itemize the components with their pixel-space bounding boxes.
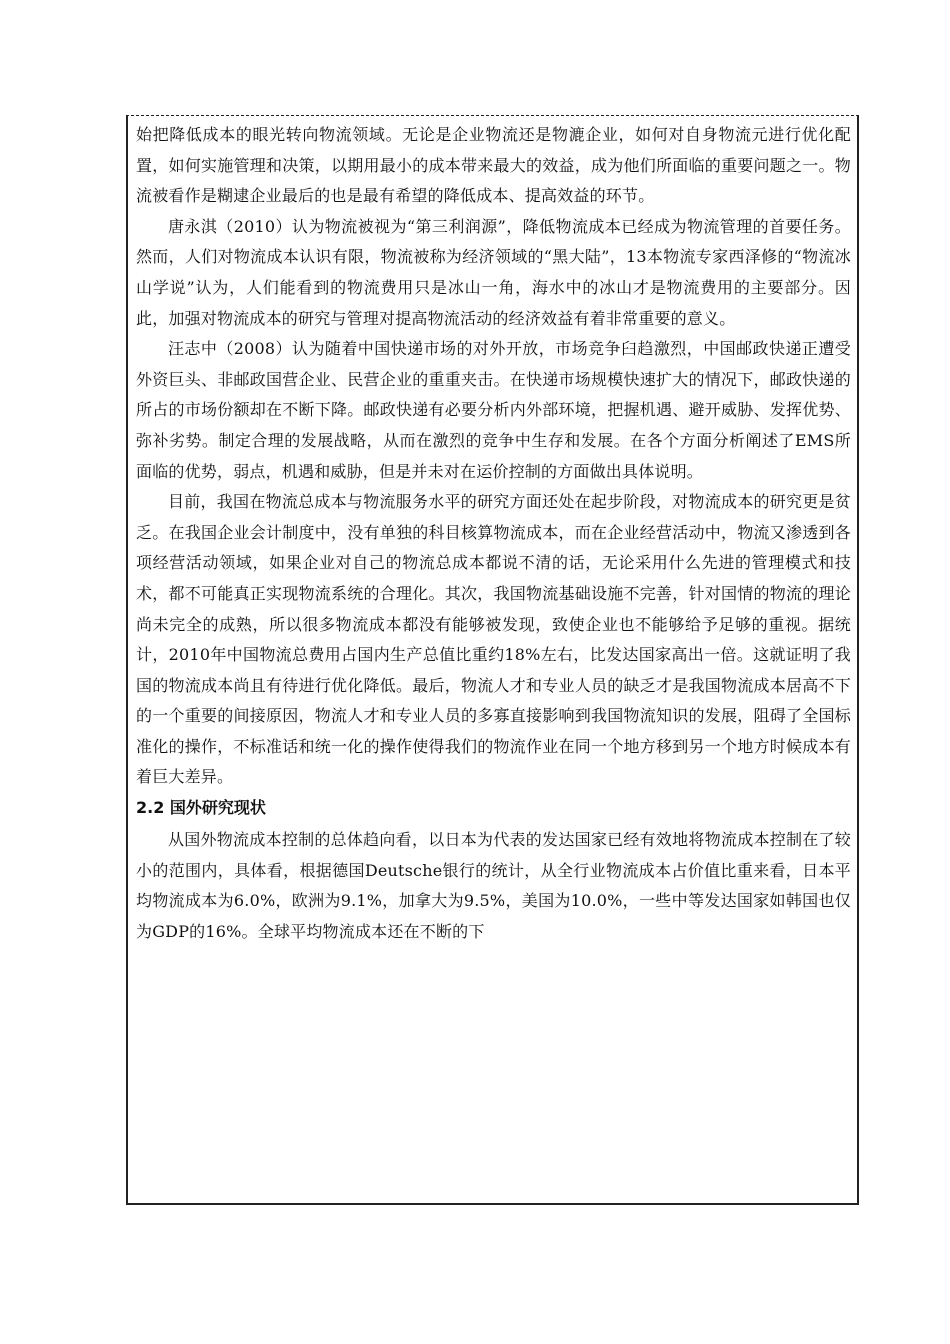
paragraph-domestic-status: 目前，我国在物流总成本与物流服务水平的研究方面还处在起步阶段，对物流成本的研究更是贫乏。在我国企业会计制度中，没有单独的科目核算物流成本，而在企业经营活动中，物流又渗透到各项经营活动领域，如果企业对自己的物流总成本都说不清的话，无论采用什么先进的管理模式和技术，都不可能真正实现物流系统的合理化。其次，我国物流基础设施不完善，针对国情的物流的理论尚未完全的成熟，所以很多物流成本都没有能够被发现，致使企业也不能够给予足够的重视。据统计，2010年中国物流总费用占国内生产总值比重约18%左右，比发达国家高出一倍。这就证明了我国的物流成本尚且有待进行优化降低。最后，物流人才和专业人员的缺乏才是我国物流成本居高不下的一个重要的间接原因，物流人才和专业人员的多寡直接影响到我国物流知识的发展，阻碍了全国标准化的操作，不标准话和统一化的操作使得我们的物流作业在同一个地方移到另一个地方时候成本有着巨大差异。 [136, 492, 851, 787]
paragraph-continuation: 始把降低成本的眼光转向物流领域。无论是企业物流还是物漉企业，如何对自身物流元进行优化配置，如何实施管理和决策，以期用最小的成本带来最大的效益，成为他们所面临的重要问题之一。物流被看作是糊逮企业最后的也是最有希望的降低成本、提高效益的环节。 [136, 125, 851, 206]
section-heading: 2.2 国外研究现状 [136, 798, 266, 818]
document-frame [126, 115, 859, 1205]
paragraph-foreign-status: 从国外物流成本控制的总体趋向看，以日本为代表的发达国家已经有效地将物流成本控制在了较小的范围内，具体看，根据德国Deutsche银行的统计，从全行业物流成本占价值比重来看，日本平均物流成本为6.0%，欧洲为9.1%，加拿大为9.5%，美国为10.0%，一些中等发达国家如韩国也仅为GDP的16%。全球平均物流成本还在不断的下 [136, 830, 851, 941]
paragraph-tang-yongqi: 唐永淇（2010）认为物流被视为“第三利润源”，降低物流成本已经成为物流管理的首要任务。然而，人们对物流成本认识有限，物流被称为经济领域的“黑大陆”，13本物流专家西泽修的“物流冰山学说”认为，人们能看到的物流费用只是冰山一角，海水中的冰山才是物流费用的主要部分。因此，加强对物流成本的研究与管理对提高物流活动的经济效益有着非常重要的意义。 [136, 216, 851, 328]
document-body [136, 120, 851, 947]
paragraph-wang-zhizhong: 汪志中（2008）认为随着中国快递市场的对外开放，市场竞争臼趋激烈，中国邮政快递正遭受外资巨头、非邮政国营企业、民营企业的重重夹击。在快递市场规模快速扩大的情况下，邮政快递的所占的市场份额却在不断下降。邮政快递有必要分析内外部环境，把握机遇、避开威胁、发挥优势、弥补劣势。制定合理的发展战略，从而在激烈的竞争中生存和发展。在各个方面分析阐述了EMS所面临的优势，弱点，机遇和威胁，但是并未对在运价控制的方面做出具体说明。 [136, 339, 851, 481]
